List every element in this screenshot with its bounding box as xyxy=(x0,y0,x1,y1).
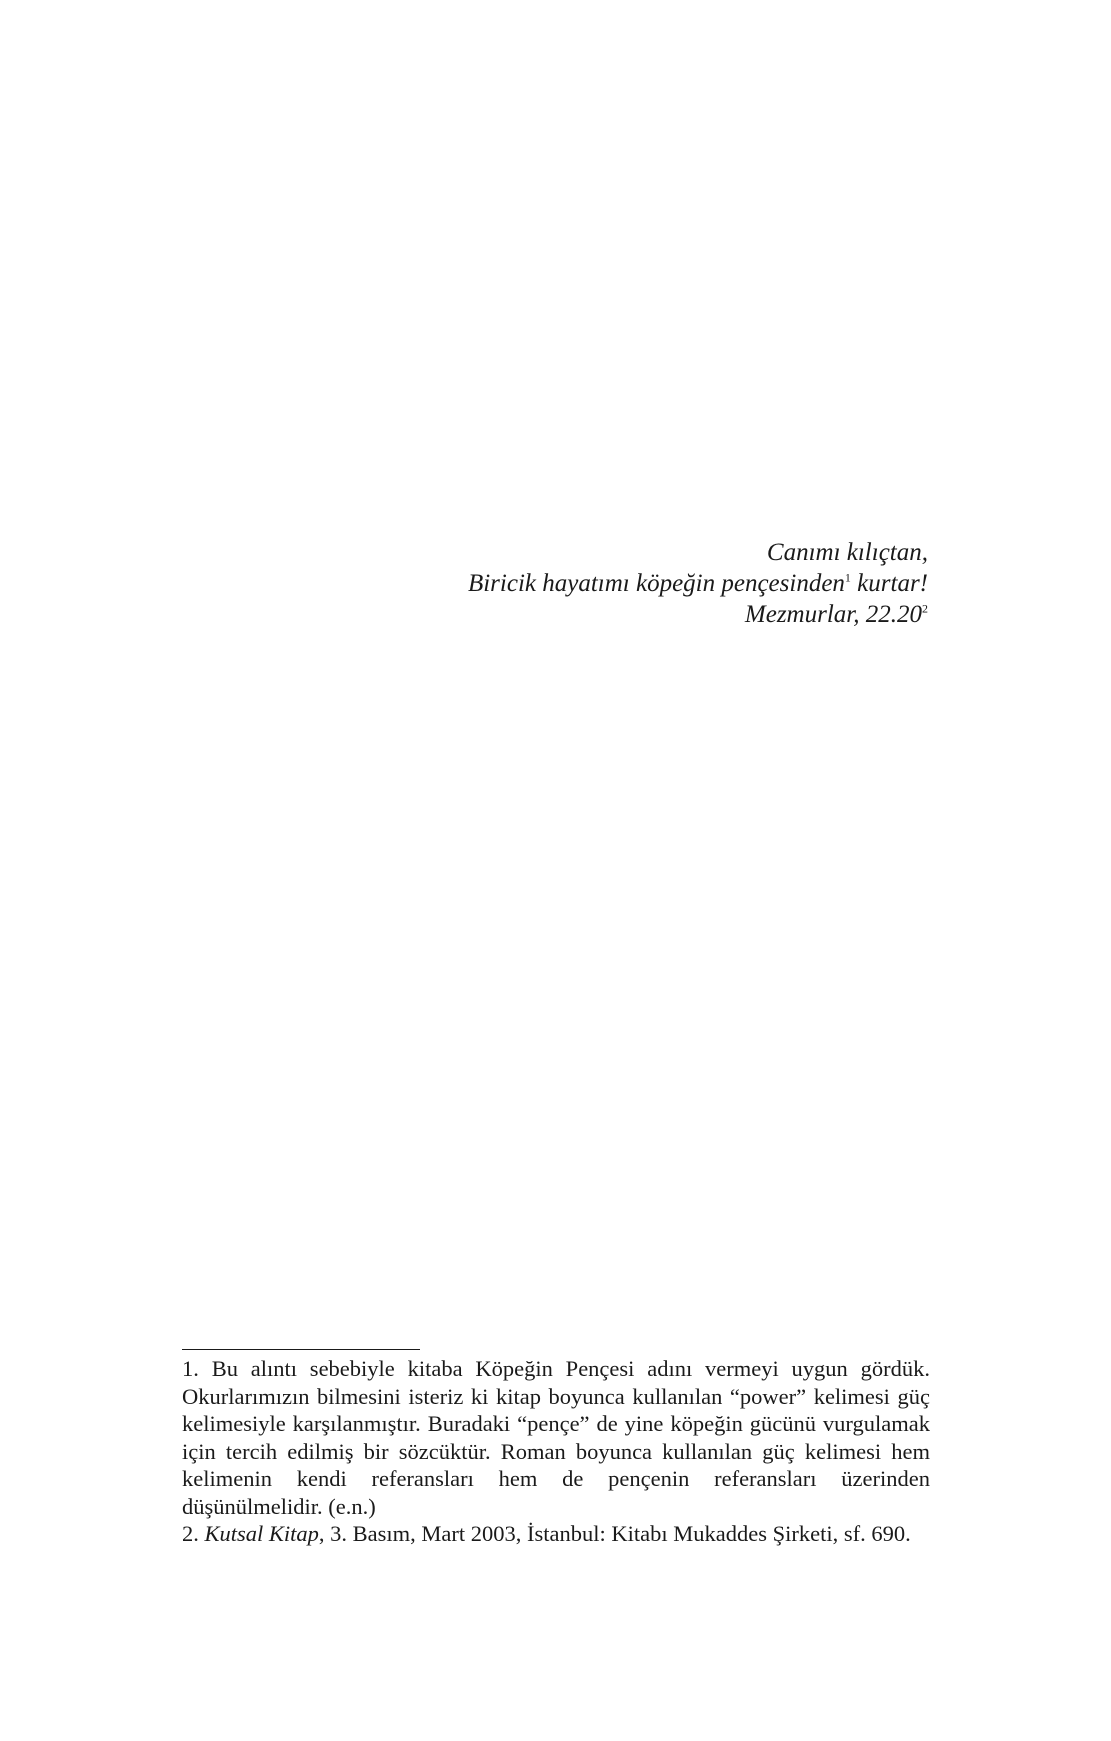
footnote-2-title: Kutsal Kitap xyxy=(204,1521,319,1546)
footnote-2-text: , 3. Basım, Mart 2003, İstanbul: Kitabı Mukaddes Şirketi, sf. 690. xyxy=(318,1521,911,1546)
footnote-1-text: Bu alıntı sebebiyle kitaba Köpeğin Pençesi adını vermeyi uygun gördük. Okurlarımızın bilmesini isteriz ki kitap boyunca kullanılan “power” kelimesi güç kelimesiyle karşılanmıştır. Buradaki “pençe” de yine köpeğin gücünü vurgulamak için tercih edilmiş bir sözcüktür. Roman boyunca kullanılan güç kelimesi hem kelimenin kendi referansları hem de pençenin referansları üzerinden düşünülmelidir. (e.n.) xyxy=(182,1356,930,1519)
epigraph-line-1: Canımı kılıçtan, xyxy=(766,539,928,566)
epigraph-line-2-tail: kurtar! xyxy=(850,570,928,597)
footnote-1 xyxy=(182,1355,930,1520)
footnote-ref-1[interactable]: 1 xyxy=(844,570,851,585)
footnotes xyxy=(182,1355,930,1548)
footnote-2-number: 2. xyxy=(182,1521,199,1546)
epigraph xyxy=(368,537,928,630)
epigraph-line-2-text: Biricik hayatımı köpeğin pençesinden xyxy=(467,570,845,597)
footnote-divider xyxy=(182,1349,420,1350)
epigraph-source-text: Mezmurlar, 22.20 xyxy=(744,601,922,628)
footnote-ref-2[interactable]: 2 xyxy=(922,601,928,616)
footnote-2 xyxy=(182,1520,930,1548)
epigraph-line-2 xyxy=(368,568,928,599)
epigraph-source xyxy=(368,599,928,630)
footnote-1-number: 1. xyxy=(182,1356,199,1381)
